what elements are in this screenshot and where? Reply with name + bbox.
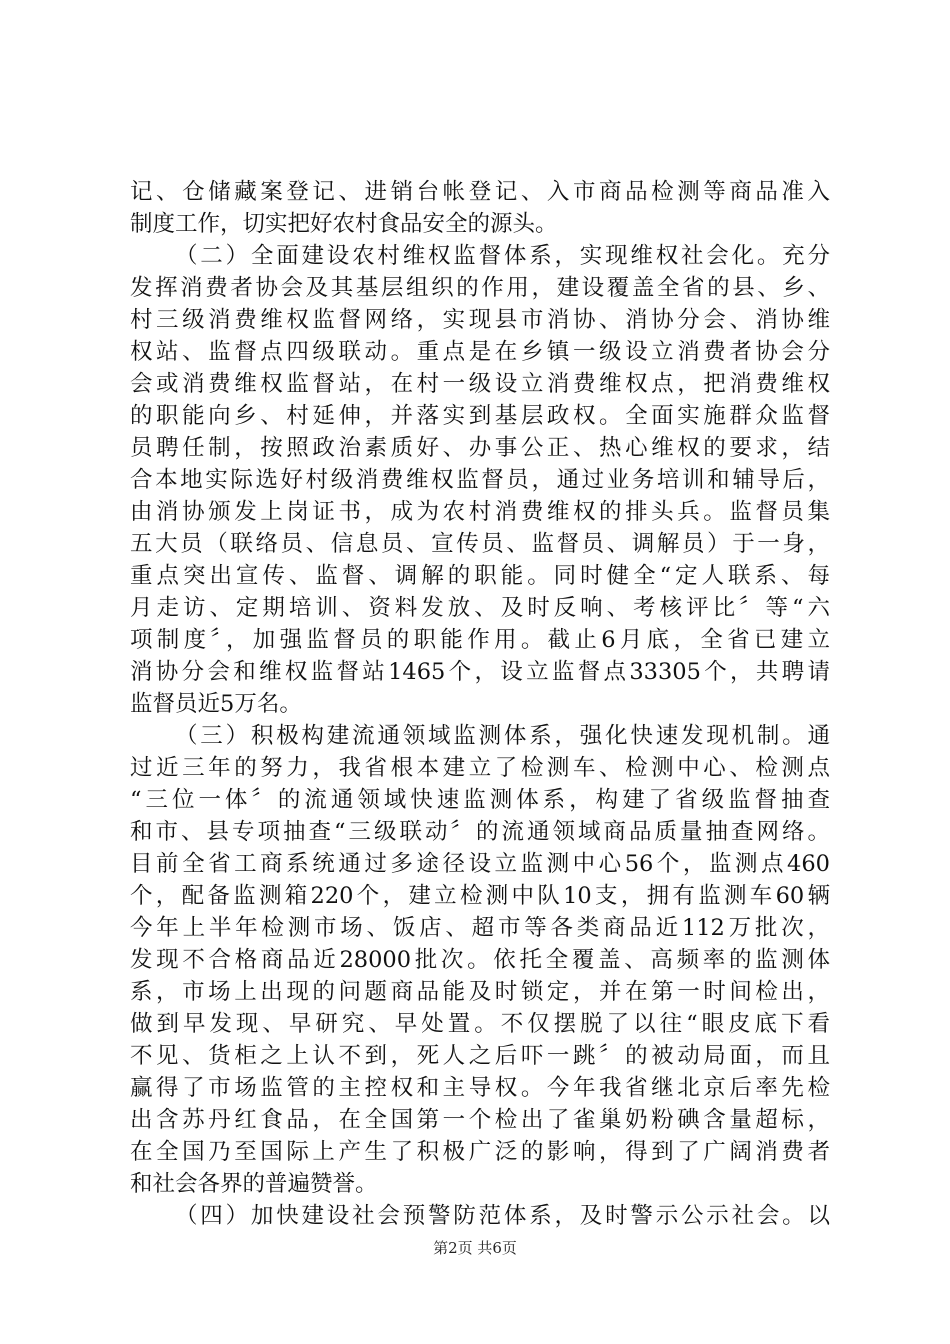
text-line: 做到早发现、早研究、早处置。不仅摆脱了以往“眼皮底下看: [130, 1011, 830, 1037]
page-footer: 第2页 共6页: [433, 1239, 517, 1257]
text-line: 监督员近5万名。: [130, 691, 302, 717]
text-line: 项制度〞，加强监督员的职能作用。截止6月底，全省已建立: [130, 627, 830, 653]
text-line: （二）全面建设农村维权监督体系，实现维权社会化。充分: [175, 243, 830, 269]
text-line: 在全国乃至国际上产生了积极广泛的影响，得到了广阔消费者: [130, 1139, 830, 1165]
text-line: 系，市场上出现的问题商品能及时锁定，并在第一时间检出，: [130, 979, 830, 1005]
text-line: 消协分会和维权监督站1465个，设立监督点33305个，共聘请: [130, 659, 830, 685]
text-line: 目前全省工商系统通过多途径设立监测中心56个，监测点460: [130, 851, 830, 877]
text-line: 记、仓储藏案登记、进销台帐登记、入市商品检测等商品准入: [130, 179, 830, 205]
text-line: 合本地实际选好村级消费维权监督员，通过业务培训和辅导后，: [130, 467, 830, 493]
text-line: 过近三年的努力，我省根本建立了检测车、检测中心、检测点: [130, 755, 830, 781]
text-line: 村三级消费维权监督网络，实现县市消协、消协分会、消协维: [130, 307, 830, 333]
text-line: 个，配备监测箱220个，建立检测中队10支，拥有监测车60辆: [130, 883, 830, 909]
text-line: 月走访、定期培训、资料发放、及时反响、考核评比〞等“六: [130, 595, 830, 621]
text-line: 今年上半年检测市场、饭店、超市等各类商品近112万批次，: [130, 915, 830, 941]
text-line: 五大员（联络员、信息员、宣传员、监督员、调解员）于一身，: [130, 531, 830, 557]
text-line: 发现不合格商品近28000批次。依托全覆盖、高频率的监测体: [130, 947, 830, 973]
text-line: 出含苏丹红食品，在全国第一个检出了雀巢奶粉碘含量超标，: [130, 1107, 830, 1133]
text-line: 发挥消费者协会及其基层组织的作用，建设覆盖全省的县、乡、: [130, 275, 830, 301]
text-line: 由消协颁发上岗证书，成为农村消费维权的排头兵。监督员集: [130, 499, 830, 525]
text-line: 重点突出宣传、监督、调解的职能。同时健全“定人联系、每: [130, 563, 830, 589]
text-line: 赢得了市场监管的主控权和主导权。今年我省继北京后率先检: [130, 1075, 830, 1101]
text-line: 的职能向乡、村延伸，并落实到基层政权。全面实施群众监督: [130, 403, 830, 429]
text-line: 会或消费维权监督站，在村一级设立消费维权点，把消费维权: [130, 371, 830, 397]
text-line: 和社会各界的普遍赞誉。: [130, 1171, 378, 1197]
text-line: “三位一体〞的流通领域快速监测体系，构建了省级监督抽查: [130, 787, 830, 813]
text-line: 员聘任制，按照政治素质好、办事公正、热心维权的要求，结: [130, 435, 830, 461]
text-line: 制度工作，切实把好农村食品安全的源头。: [130, 211, 558, 237]
text-line: 不见、货柜之上认不到，死人之后吓一跳〞的被动局面，而且: [130, 1043, 830, 1069]
document-body: [130, 176, 830, 1232]
text-line: 权站、监督点四级联动。重点是在乡镇一级设立消费者协会分: [130, 339, 830, 365]
text-line: （四）加快建设社会预警防范体系，及时警示公示社会。以: [175, 1203, 830, 1229]
text-line: （三）积极构建流通领域监测体系，强化快速发现机制。通: [175, 723, 830, 749]
text-line: 和市、县专项抽查“三级联动〞的流通领域商品质量抽查网络。: [130, 819, 830, 845]
